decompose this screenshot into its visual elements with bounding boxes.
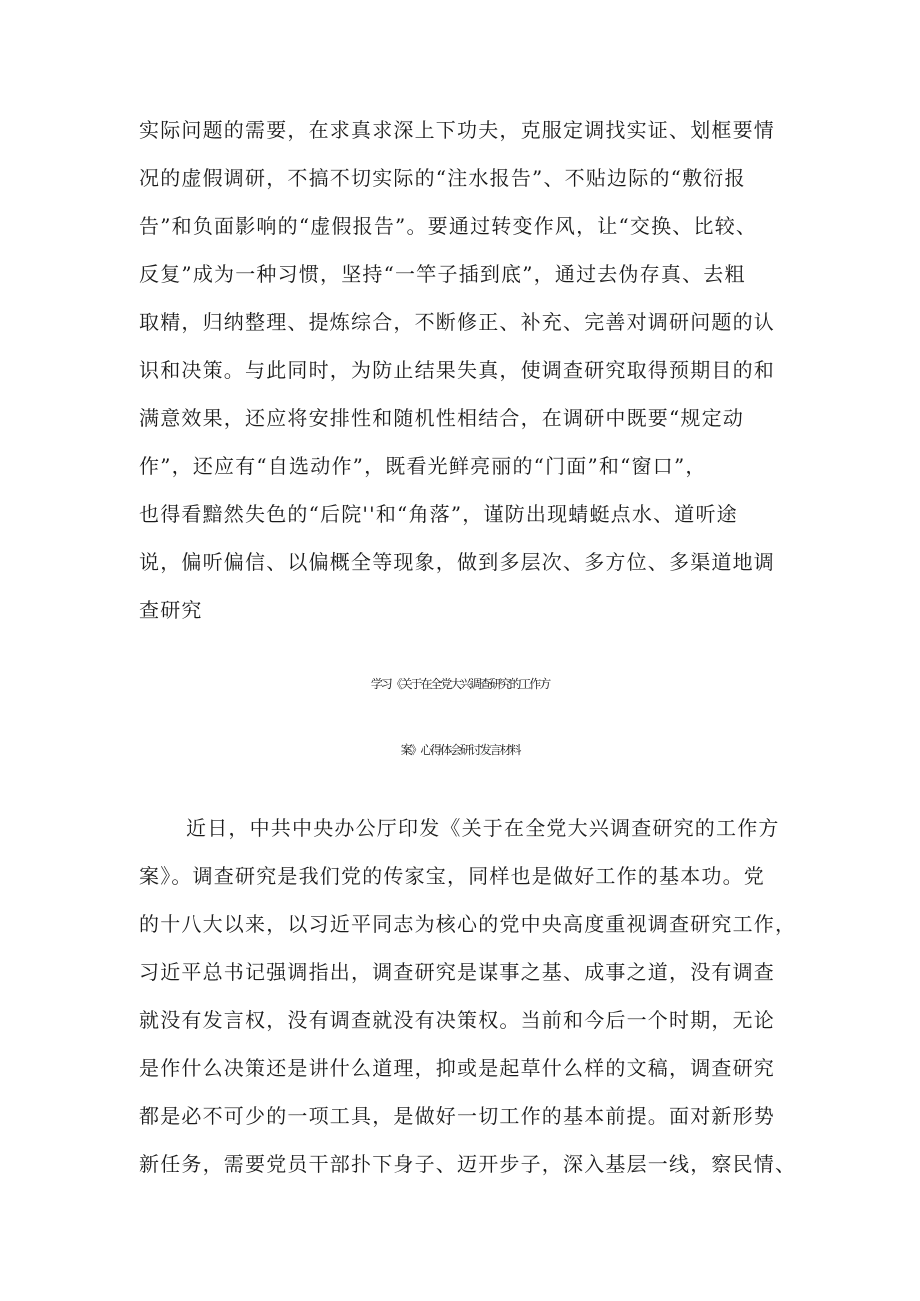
paragraph-line: 新任务，需要党员干部扑下身子、迈开步子，深入基层一线，察民情、	[139, 1152, 797, 1176]
paragraph-line: 习近平总书记强调指出，调查研究是谋事之基、成事之道，没有调查	[139, 960, 775, 984]
paragraph-line: 识和决策。与此同时，为防止结果失真，使调查研究取得预期目的和	[139, 358, 775, 382]
paragraph-line: 说，偏听偏信、以偏概全等现象，做到多层次、多方位、多渠道地调	[139, 550, 775, 574]
paragraph-line: 作”，还应有“自选动作”，既看光鲜亮丽的“门面”和“窗口”，	[139, 454, 707, 478]
paragraph-line: 查研究	[139, 598, 203, 622]
paragraph-line: 就没有发言权，没有调查就没有决策权。当前和今后一个时期，无论	[139, 1008, 775, 1032]
paragraph-line: 实际问题的需要，在求真求深上下功夫，克服定调找实证、划框要情	[139, 118, 775, 142]
paragraph-line: 告”和负面影响的“虚假报告”。要通过转变作风，让“交换、比较、	[139, 214, 758, 238]
paragraph-first-line: 近日，中共中央办公厅印发《关于在全党大兴调查研究的工作方	[186, 816, 780, 840]
paragraph-line: 也得看黯然失色的“后院''和“角落”，谨防出现蜻蜓点水、道听途	[139, 502, 738, 526]
paragraph-line: 的十八大以来，以习近平同志为核心的党中央高度重视调查研究工作，	[139, 912, 797, 936]
paragraph-line: 况的虚假调研，不搞不切实际的“注水报告”、不贴边际的“敷衍报	[139, 166, 746, 190]
paragraph-line: 取精，归纳整理、提炼综合，不断修正、补充、完善对调研问题的认	[139, 310, 775, 334]
paragraph-line: 都是必不可少的一项工具，是做好一切工作的基本前提。面对新形势	[139, 1104, 775, 1128]
paragraph-line: 满意效果，还应将安排性和随机性相结合，在调研中既要“规定动	[139, 406, 745, 430]
title-line: 案》心得体会研讨发言材料	[400, 743, 520, 757]
paragraph-line: 是作什么决策还是讲什么道理，抑或是起草什么样的文稿，调查研究	[139, 1056, 775, 1080]
title-line: 学习《关于在全党大兴调查研究的工作方	[370, 677, 550, 691]
paragraph-line: 反复”成为一种习惯，坚持“一竿子插到底”，通过去伪存真、去粗	[139, 262, 746, 286]
paragraph-line: 案》。调查研究是我们党的传家宝，同样也是做好工作的基本功。党	[139, 864, 765, 888]
